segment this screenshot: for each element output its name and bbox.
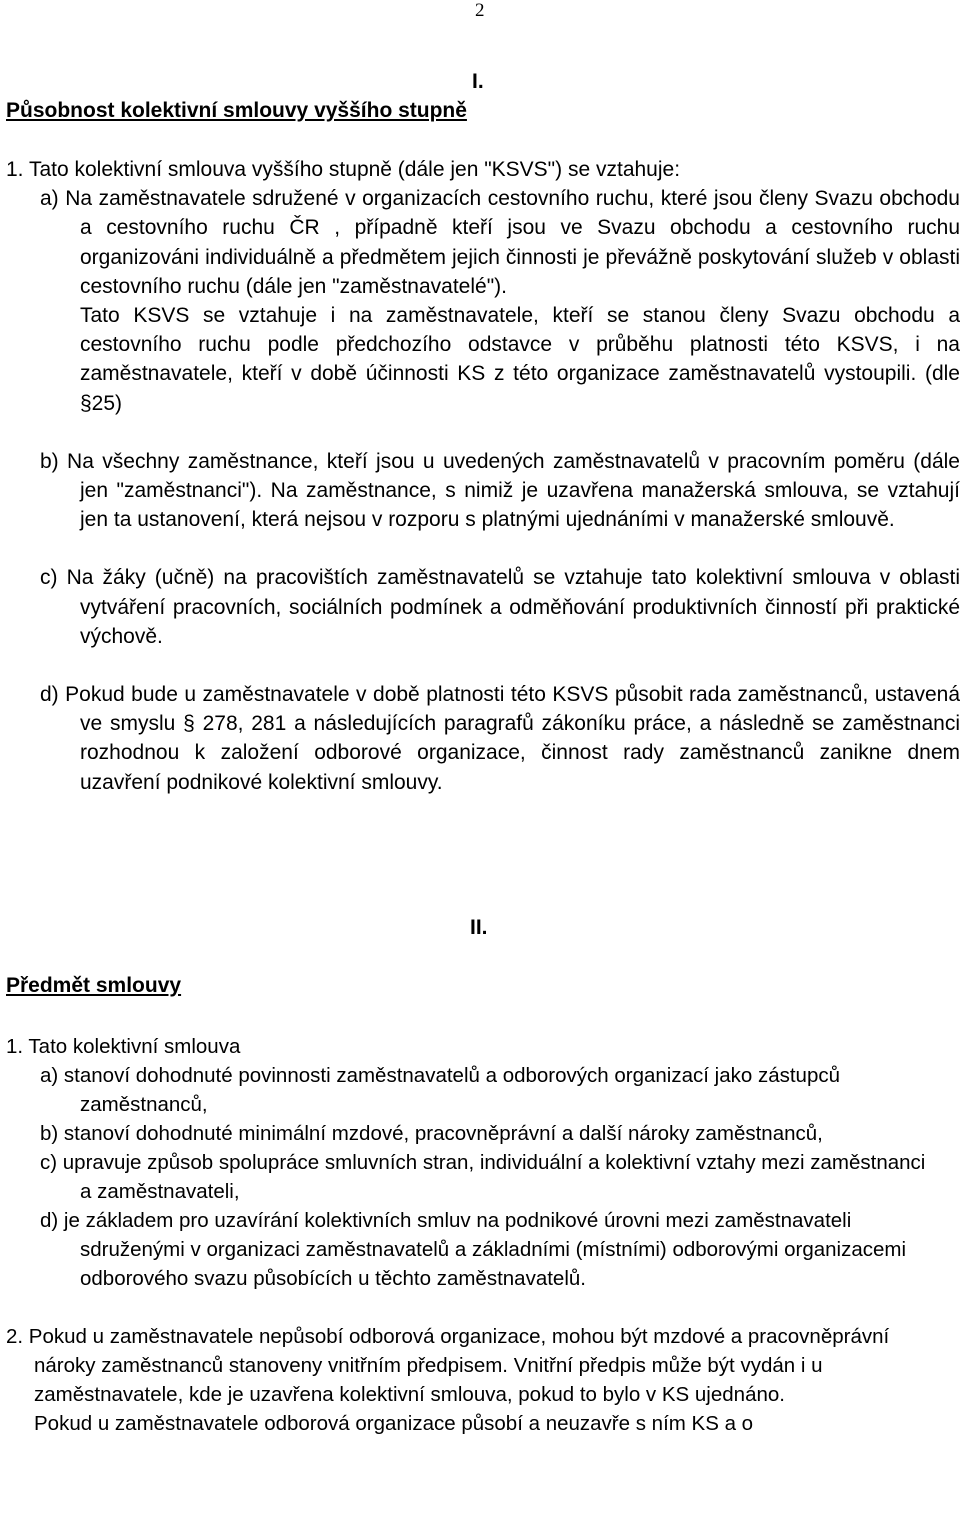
- section-1-item-b: b) Na všechny zaměstnance, kteří jsou u uvedených zaměstnavatelů v pracovním poměru (dále jen "zaměstnanci"). Na zaměstnance, s nimiž je uzavřena manažerská smlouva, se vztahují jen ta ustanovení, která nejsou v rozporu s platnými ujednáními v manažerské smlouvě.: [40, 449, 960, 532]
- section-2-body: [6, 1032, 940, 1438]
- section-2-point-2-continued: Pokud u zaměstnavatele odborová organizace působí a neuzavře s ním KS a o: [34, 1412, 754, 1435]
- section-2-item-a: a) stanoví dohodnuté povinnosti zaměstnavatelů a odborových organizací jako zástupců zaměstnanců,: [40, 1064, 841, 1116]
- section-2-intro: 1. Tato kolektivní smlouva: [6, 1035, 241, 1058]
- section-2-number: II.: [470, 916, 488, 939]
- section-1-item-a-continued: Tato KSVS se vztahuje i na zaměstnavatele, kteří se stanou členy Svazu obchodu a cestovního ruchu podle předchozího odstavce v průběhu platnosti této KSVS, i na zaměstnavatele, kteří v době účinnosti KS z této organizace zaměstnavatelů vystoupili. (dle §25): [80, 304, 960, 415]
- section-1-item-a: a) Na zaměstnavatele sdružené v organizacích cestovního ruchu, které jsou členy Svazu obchodu a cestovního ruchu ČR , případně kteří jsou ve Svazu obchodu a cestovního ruchu organizováni individuálně a předmětem jejich činnosti je převážně poskytování služeb v oblasti cestovního ruchu (dále jen "zaměstnavatelé").: [40, 187, 960, 298]
- page-number: 2: [475, 0, 485, 21]
- section-1-number: I.: [472, 70, 484, 93]
- section-2-point-2: 2. Pokud u zaměstnavatele nepůsobí odborová organizace, mohou být mzdové a pracovněprávní nároky zaměstnanců stanoveny vnitřním předpisem. Vnitřní předpis může být vydán i u zaměstnavatele, kde je uzavřena kolektivní smlouva, pokud to bylo v KS ujednáno.: [6, 1325, 890, 1406]
- section-1-intro: 1. Tato kolektivní smlouva vyššího stupně (dále jen "KSVS") se vztahuje:: [6, 158, 681, 181]
- section-2-item-d: d) je základem pro uzavírání kolektivních smluv na podnikové úrovni mezi zaměstnavateli sdruženými v organizaci zaměstnavatelů a základními (místními) odborovými organizacemi odborového svazu působících u těchto zaměstnavatelů.: [40, 1209, 907, 1290]
- section-1-item-c: c) Na žáky (učně) na pracovištích zaměstnavatelů se vztahuje tato kolektivní smlouva v oblasti vytváření pracovních, sociálních podmínek a odměňování produktivních činností při praktické výchově.: [40, 566, 960, 648]
- section-2-item-c: c) upravuje způsob spolupráce smluvních stran, individuální a kolektivní vztahy mezi zaměstnanci a zaměstnavateli,: [40, 1151, 926, 1203]
- section-1-body: [6, 155, 960, 797]
- section-1-item-d: d) Pokud bude u zaměstnavatele v době platnosti této KSVS působit rada zaměstnanců, ustavená ve smyslu § 278, 281 a následujících paragrafů zákoníku práce, a následně se zaměstnanci rozhodnou k založení odborové organizace, činnost rady zaměstnanců zanikne dnem uzavření podnikové kolektivní smlouvy.: [40, 683, 960, 794]
- section-2-item-b: b) stanoví dohodnuté minimální mzdové, pracovněprávní a další nároky zaměstnanců,: [40, 1122, 823, 1145]
- section-2-title: Předmět smlouvy: [6, 974, 182, 997]
- section-1-title: Působnost kolektivní smlouvy vyššího stupně: [6, 99, 467, 122]
